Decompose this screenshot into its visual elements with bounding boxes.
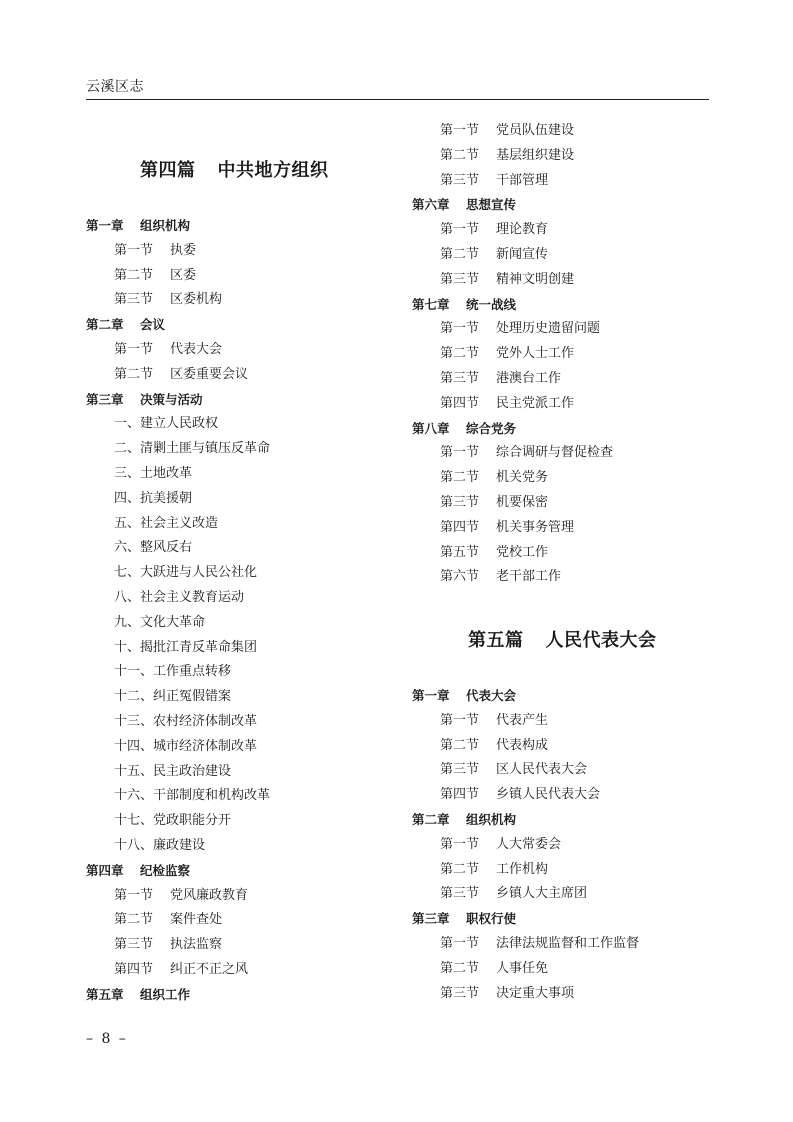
topic-entry (114, 687, 231, 707)
chapter-heading (412, 909, 516, 929)
chapter-heading-label: 第八章 (412, 420, 450, 436)
section-entry (440, 785, 600, 805)
section-entry (440, 543, 548, 563)
part-name: 中共地方组织 (217, 160, 329, 181)
section-entry-title: 人事任免 (496, 960, 549, 976)
topic-entry (114, 762, 231, 782)
section-entry (440, 567, 561, 587)
section-entry (114, 340, 222, 360)
section-entry-title: 党校工作 (496, 544, 549, 560)
part-name: 人民代表大会 (545, 630, 657, 651)
running-header: 云溪区志 (86, 79, 144, 95)
part-title (140, 156, 329, 182)
chapter-heading (86, 985, 190, 1005)
chapter-heading-label: 第六章 (412, 197, 450, 213)
section-entry (440, 468, 548, 488)
section-entry-label: 第二节 (440, 470, 480, 486)
topic-entry (114, 712, 257, 732)
section-entry (440, 835, 561, 855)
chapter-heading-title: 思想宣传 (466, 197, 517, 213)
section-entry-title: 区委重要会议 (170, 366, 249, 382)
chapter-heading-label: 第二章 (412, 812, 450, 827)
section-entry-title: 区委机构 (170, 292, 223, 308)
section-entry-title: 乡镇人大主席团 (496, 886, 588, 902)
section-entry-label: 第三节 (440, 172, 480, 188)
chapter-heading-title: 职权行使 (466, 911, 517, 927)
topic-entry-title: 十三、农村经济体制改革 (114, 714, 258, 729)
chapter-heading (412, 195, 516, 215)
section-entry-label: 第二节 (114, 366, 154, 382)
chapter-heading-title: 统一战线 (466, 296, 517, 312)
section-entry-label: 第四节 (440, 519, 480, 535)
section-entry-label: 第一节 (440, 222, 480, 238)
topic-entry (114, 811, 231, 831)
section-entry-title: 新闻宣传 (496, 247, 549, 262)
topic-entry-title: 十五、民主政治建设 (114, 763, 232, 779)
section-entry-title: 综合调研与督促检查 (496, 445, 614, 461)
topic-entry (114, 588, 244, 608)
section-entry-title: 理论教育 (496, 222, 549, 238)
topic-entry (114, 563, 257, 583)
section-entry-label: 第一节 (114, 242, 154, 258)
section-entry-title: 党员队伍建设 (496, 123, 575, 138)
chapter-heading-title: 代表大会 (466, 688, 517, 703)
section-entry-title: 执法监察 (170, 937, 223, 953)
chapter-heading-label: 第一章 (412, 688, 450, 703)
topic-entry-title: 十七、党政职能分开 (114, 813, 232, 829)
section-entry-label: 第六节 (440, 569, 480, 585)
chapter-heading (412, 419, 516, 439)
section-entry (440, 984, 574, 1004)
section-entry-title: 基层组织建设 (496, 147, 575, 163)
chapter-heading-label: 第四章 (86, 862, 124, 878)
topic-entry-title: 二、清剿土匪与镇压反革命 (114, 441, 271, 457)
section-entry-label: 第三节 (440, 985, 480, 1001)
section-entry-label: 第一节 (440, 321, 480, 337)
topic-entry-title: 八、社会主义教育运动 (114, 590, 245, 605)
section-entry-title: 代表构成 (496, 737, 549, 753)
section-entry-label: 第二节 (440, 147, 480, 163)
section-entry (440, 443, 613, 463)
part-label: 第五篇 (468, 630, 524, 651)
section-entry (114, 960, 248, 980)
chapter-heading-title: 会议 (140, 317, 166, 333)
topic-entry-title: 四、抗美援朝 (114, 490, 193, 506)
section-entry-title: 老干部工作 (496, 569, 562, 585)
section-entry (440, 220, 548, 240)
section-entry-title: 机要保密 (496, 495, 549, 510)
section-entry-title: 纠正不正之风 (170, 962, 249, 977)
section-entry (440, 369, 561, 389)
topic-entry (114, 538, 192, 558)
section-entry-title: 机关事务管理 (496, 519, 575, 535)
section-entry-title: 案件查处 (170, 912, 223, 928)
part-title (468, 626, 657, 652)
section-entry-label: 第一节 (440, 123, 480, 138)
section-entry (440, 171, 548, 191)
section-entry-label: 第四节 (440, 395, 480, 411)
section-entry-title: 党风廉政教育 (170, 887, 249, 903)
page-number: – 8 – (86, 1031, 128, 1047)
section-entry-title: 区人民代表大会 (496, 762, 588, 778)
topic-entry (114, 489, 192, 509)
chapter-heading (86, 390, 203, 410)
section-entry-title: 干部管理 (496, 172, 549, 188)
section-entry-label: 第三节 (440, 371, 480, 386)
section-entry-title: 乡镇人民代表大会 (496, 787, 601, 803)
topic-entry-title: 十四、城市经济体制改革 (114, 738, 258, 754)
section-entry (440, 760, 587, 780)
topic-entry-title: 十八、廉政建设 (114, 838, 206, 853)
section-entry (114, 290, 222, 310)
section-entry (114, 910, 222, 930)
chapter-heading-label: 第三章 (86, 391, 124, 407)
section-entry-label: 第二节 (440, 737, 480, 753)
section-entry-label: 第一节 (114, 887, 154, 903)
section-entry (440, 394, 574, 414)
section-entry-label: 第二节 (114, 267, 154, 283)
section-entry (114, 886, 248, 906)
topic-entry-title: 九、文化大革命 (114, 614, 206, 630)
section-entry-label: 第四节 (114, 962, 154, 977)
section-entry (114, 266, 196, 286)
section-entry (114, 365, 248, 385)
part-label: 第四篇 (140, 160, 196, 181)
section-entry-title: 机关党务 (496, 470, 549, 486)
section-entry-title: 处理历史遗留问题 (496, 321, 601, 337)
chapter-heading-label: 第三章 (412, 911, 450, 927)
section-entry-label: 第三节 (440, 886, 480, 902)
section-entry-title: 人大常委会 (496, 836, 562, 852)
section-entry (440, 121, 574, 141)
section-entry-label: 第五节 (440, 544, 480, 560)
section-entry-label: 第一节 (440, 712, 480, 728)
section-entry-label: 第二节 (440, 861, 480, 877)
section-entry-label: 第一节 (440, 836, 480, 852)
section-entry-title: 代表产生 (496, 712, 549, 728)
section-entry-title: 代表大会 (170, 342, 223, 357)
chapter-heading (412, 295, 516, 315)
section-entry (440, 959, 548, 979)
section-entry-title: 港澳台工作 (496, 371, 562, 386)
chapter-heading (86, 861, 190, 881)
topic-entry (114, 638, 257, 658)
section-entry (440, 934, 639, 954)
section-entry-label: 第二节 (440, 346, 480, 362)
section-entry (440, 884, 587, 904)
chapter-heading-label: 第二章 (86, 317, 124, 333)
topic-entry (114, 464, 192, 484)
section-entry (440, 270, 574, 290)
topic-entry-title: 十一、工作重点转移 (114, 664, 232, 680)
section-entry (440, 344, 574, 364)
section-entry (440, 860, 548, 880)
section-entry-title: 党外人士工作 (496, 346, 575, 362)
topic-entry (114, 662, 231, 682)
section-entry (440, 711, 548, 731)
chapter-heading (412, 810, 516, 830)
topic-entry (114, 786, 270, 806)
section-entry-label: 第一节 (440, 936, 480, 951)
chapter-heading-label: 第一章 (86, 218, 124, 233)
chapter-heading (412, 686, 516, 706)
chapter-heading-label: 第七章 (412, 296, 450, 312)
topic-entry (114, 613, 205, 633)
section-entry-title: 区委 (170, 267, 197, 283)
section-entry-label: 第一节 (440, 445, 480, 461)
topic-entry-title: 六、整风反右 (114, 540, 193, 556)
section-entry-label: 第三节 (440, 271, 480, 287)
topic-entry (114, 439, 270, 459)
topic-entry-title: 十二、纠正冤假错案 (114, 689, 232, 705)
topic-entry-title: 十、揭批江青反革命集团 (114, 639, 258, 655)
topic-entry-title: 七、大跃进与人民公社化 (114, 565, 258, 581)
topic-entry-title: 一、建立人民政权 (114, 416, 219, 432)
chapter-heading-label: 第五章 (86, 986, 124, 1002)
chapter-heading-title: 组织机构 (140, 218, 191, 233)
topic-entry (114, 836, 205, 856)
section-entry-label: 第四节 (440, 787, 480, 803)
section-entry (440, 736, 548, 756)
section-entry-title: 精神文明创建 (496, 271, 575, 287)
section-entry-title: 法律法规监督和工作监督 (496, 936, 640, 951)
chapter-heading-title: 组织机构 (466, 812, 517, 827)
section-entry-label: 第二节 (440, 960, 480, 976)
section-entry-label: 第三节 (114, 937, 154, 953)
topic-entry (114, 414, 218, 434)
section-entry (440, 245, 548, 265)
section-entry (114, 935, 222, 955)
section-entry-label: 第二节 (440, 247, 480, 262)
section-entry (114, 241, 196, 261)
topic-entry (114, 514, 218, 534)
section-entry-title: 工作机构 (496, 861, 549, 877)
section-entry (440, 518, 574, 538)
section-entry-label: 第二节 (114, 912, 154, 928)
section-entry-title: 决定重大事项 (496, 985, 575, 1001)
section-entry-title: 执委 (170, 242, 197, 258)
topic-entry-title: 五、社会主义改造 (114, 515, 219, 531)
section-entry-label: 第三节 (440, 495, 480, 510)
chapter-heading-title: 组织工作 (140, 986, 191, 1002)
topic-entry (114, 737, 257, 757)
header-rule (86, 99, 709, 100)
chapter-heading (86, 216, 190, 236)
topic-entry-title: 十六、干部制度和机构改革 (114, 788, 271, 804)
section-entry-title: 民主党派工作 (496, 395, 575, 411)
chapter-heading-title: 纪检监察 (140, 862, 191, 878)
chapter-heading (86, 315, 165, 335)
section-entry-label: 第一节 (114, 342, 154, 357)
section-entry (440, 493, 548, 513)
section-entry (440, 319, 600, 339)
chapter-heading-title: 决策与活动 (140, 391, 203, 407)
topic-entry-title: 三、土地改革 (114, 466, 193, 481)
section-entry-label: 第三节 (440, 762, 480, 778)
section-entry-label: 第三节 (114, 292, 154, 308)
chapter-heading-title: 综合党务 (466, 420, 517, 436)
section-entry (440, 146, 574, 166)
